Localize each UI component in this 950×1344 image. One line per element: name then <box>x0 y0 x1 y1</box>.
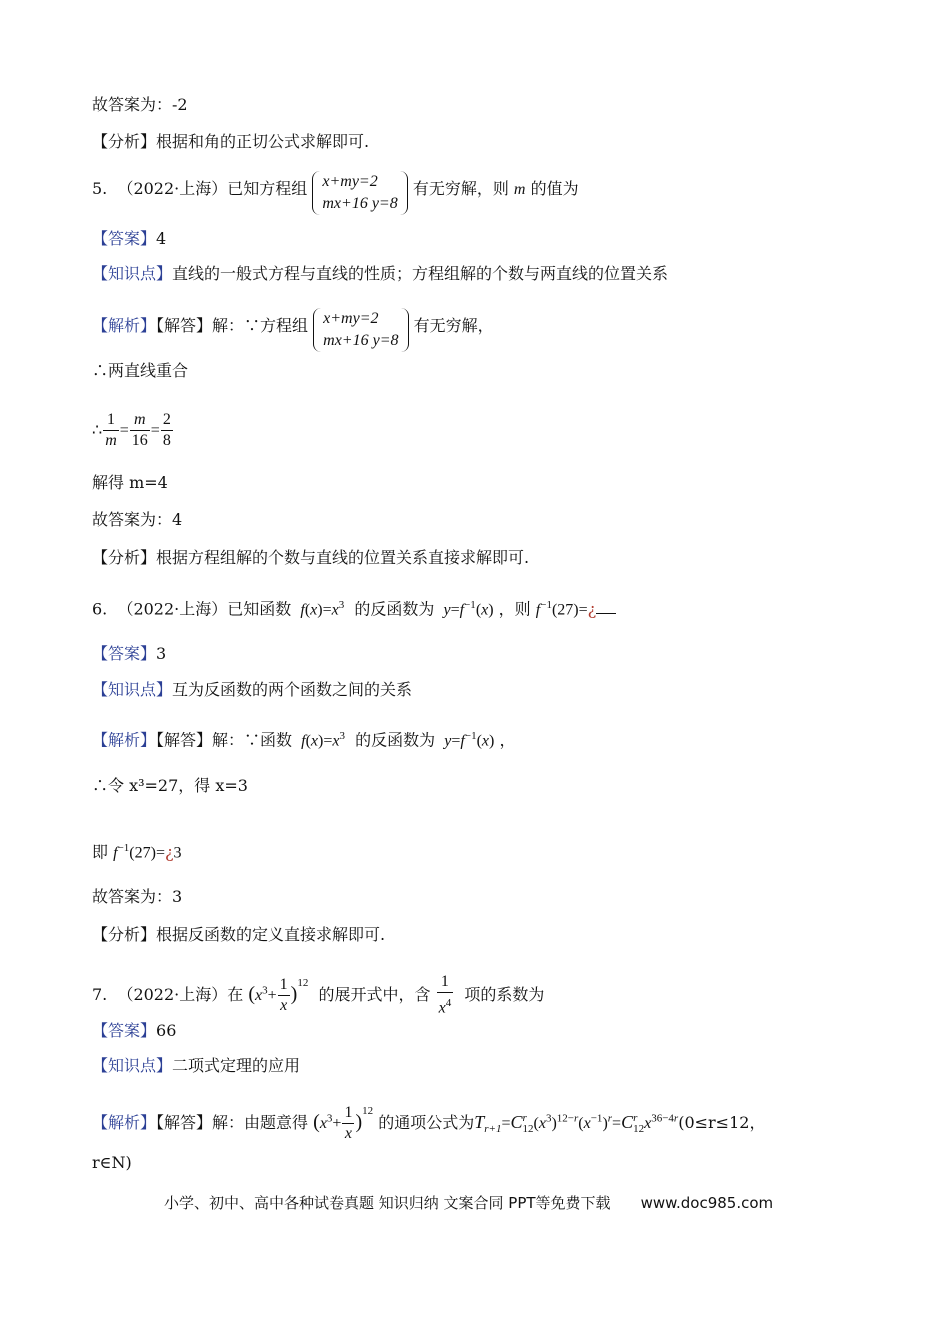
equation-system-solution: x+my=2 mx+16 y=8 <box>313 308 408 352</box>
footer <box>164 1192 773 1213</box>
step-6-1: ∴令 x³=27，得 x=3 <box>92 776 248 795</box>
step-5-3: 解得 m=4 <box>92 473 168 492</box>
answer-6: 【答案】3 <box>92 644 167 663</box>
problem-6-stem: 6. （2022·上海）已知函数 $f(x)=x^3$ 的反函数为 $y=f^{-1}(x)$ ，则 $f^{-1}(27)=¿$ <box>92 594 616 621</box>
solution-7-cont: r∈N) <box>92 1153 132 1172</box>
step-5-1: ∴两直线重合 <box>92 361 189 380</box>
solution-5: 【解析】【解答】解：∵方程组 x+my=2 mx+16 y=8 有无穷解， <box>92 308 494 352</box>
footer-text: 小学、初中、高中各种试卷真题 知识归纳 文案合同 PPT等免费下载 <box>164 1194 611 1212</box>
final-answer-4: 故答案为：-2 <box>92 95 188 114</box>
knowledge-point-7: 【知识点】二项式定理的应用 <box>92 1056 301 1075</box>
analysis-4: 【分析】根据和角的正切公式求解即可. <box>92 132 370 151</box>
solution-7: 【解析】【解答】解：由题意得 ($x^3+$ $\frac{1}{x}$ )$^{12}$ 的通项公式为$T_{r+1}=C$ r 12 $(x^3)^{12-r}(x^{-1})^r=C$ r 12 $x^{36-4r}(0\le r\le 12$， <box>92 1104 766 1142</box>
answer-7: 【答案】66 <box>92 1021 177 1040</box>
analysis-6: 【分析】根据反函数的定义直接求解即可. <box>92 925 386 944</box>
footer-url[interactable]: www.doc985.com <box>640 1194 774 1212</box>
knowledge-point-5: 【知识点】直线的一般式方程与直线的性质；方程组解的个数与两直线的位置关系 <box>92 264 669 283</box>
final-answer-6: 故答案为：3 <box>92 887 183 906</box>
answer-5: 【答案】4 <box>92 229 167 248</box>
final-answer-5: 故答案为：4 <box>92 510 183 529</box>
step-6-2: 即 $f^{-1}(27)=¿3$ <box>92 842 182 862</box>
analysis-5: 【分析】根据方程组解的个数与直线的位置关系直接求解即可. <box>92 548 530 567</box>
knowledge-point-6: 【知识点】互为反函数的两个函数之间的关系 <box>92 680 413 699</box>
equation-system: x+my=2 mx+16 y=8 <box>312 171 407 215</box>
problem-5-stem: 5. （2022·上海）已知方程组 x+my=2 mx+16 y=8 有无穷解，则 m 的值为 <box>92 178 579 215</box>
step-5-2: ∴ $\frac{1}{m}$ = $\frac{m}{16}$ = $\frac{2}{8}$ <box>92 411 171 449</box>
solution-6: 【解析】【解答】解：∵函数 $f(x)=x^3$ 的反函数为 $y=f^{-1}(x)$ ， <box>92 730 516 750</box>
problem-7-stem: 7. （2022·上海）在 ($x^3+$ $\frac{1}{x}$ )$^{12}$ 的展开式中，含 $\frac{1}{x^4}$ 项的系数为 <box>92 973 545 1017</box>
